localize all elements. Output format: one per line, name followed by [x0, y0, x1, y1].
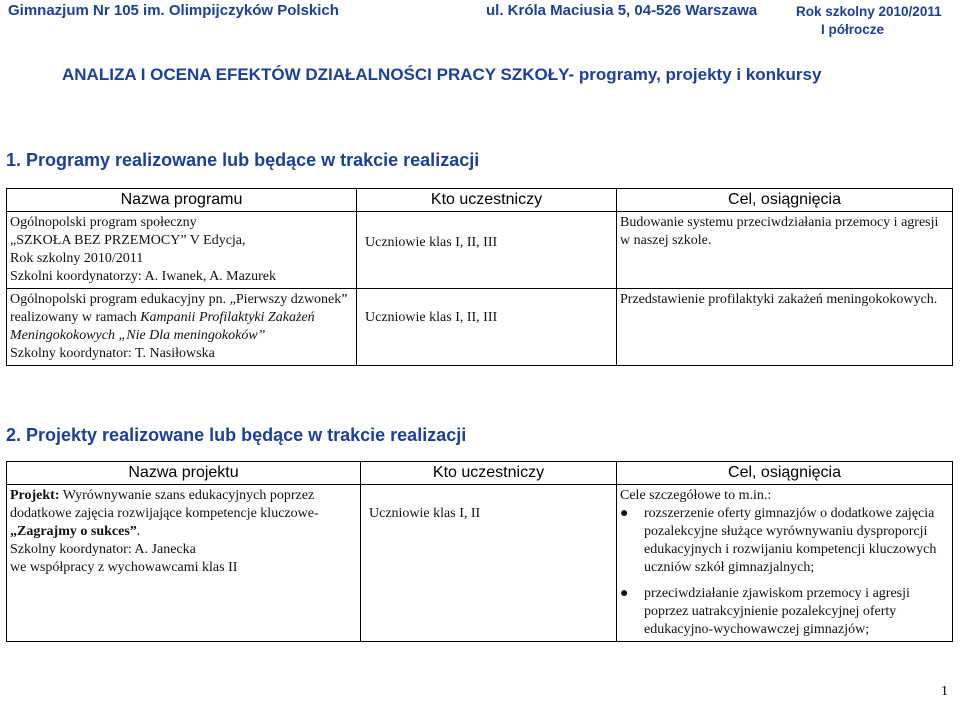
semester: I półrocze [821, 22, 885, 37]
goal-item-text: przeciwdziałanie zjawiskom przemocy i agresji poprzez uatrakcyjnienie pozalekcyjnej oferty edukacyjno-wychowawczej gimnazjów; [644, 586, 910, 637]
document-title: ANALIZA I OCENA EFEKTÓW DZIAŁALNOŚCI PRACY SZKOŁY- programy, projekty i konkursy [62, 65, 822, 84]
program-name-line: Ogólnopolski program społeczny [10, 215, 197, 230]
table-row [7, 485, 953, 642]
goal-text: Przedstawienie profilaktyki zakażeń meningokokowych. [620, 292, 938, 307]
participants-cell [357, 212, 617, 289]
programs-table [6, 188, 953, 366]
page-header [0, 2, 960, 42]
program-coordinator: Szkolny koordynator: T. Nasiłowska [10, 346, 215, 361]
column-header-goals: Cel, osiągnięcia [617, 189, 953, 212]
table-row [7, 212, 953, 289]
program-name-line: „SZKOŁA BEZ PRZEMOCY” V Edycja, [10, 233, 246, 248]
project-label: Projekt: [10, 488, 60, 503]
program-name-line: Rok szkolny 2010/2011 [10, 251, 144, 266]
table-header-row [7, 462, 953, 485]
bullet-icon: ● [620, 586, 629, 601]
table-row [7, 289, 953, 366]
participants-text: Uczniowie klas I, II, III [365, 235, 498, 250]
goals-list [620, 505, 949, 639]
column-header-program-name: Nazwa programu [7, 189, 357, 212]
list-item [620, 505, 949, 577]
page-number: 1 [941, 684, 948, 699]
program-name-cell [7, 212, 357, 289]
bullet-icon: ● [620, 506, 629, 521]
goals-intro: Cele szczegółowe to m.in.: [620, 488, 772, 503]
project-description-end: . [136, 524, 141, 539]
program-name-line: Szkolni koordynatorzy: A. Iwanek, A. Mazurek [10, 269, 276, 284]
section-2-title: 2. Projekty realizowane lub będące w trakcie realizacji [6, 425, 467, 445]
column-header-participants: Kto uczestniczy [361, 462, 617, 485]
column-header-goals: Cel, osiągnięcia [617, 462, 953, 485]
school-address: ul. Króla Maciusia 5, 04-526 Warszawa [486, 2, 758, 19]
school-name: Gimnazjum Nr 105 im. Olimpijczyków Polskich [8, 2, 339, 19]
participants-cell [361, 485, 617, 642]
goal-cell [617, 289, 953, 366]
goal-cell [617, 485, 953, 642]
column-header-participants: Kto uczestniczy [357, 189, 617, 212]
participants-text: Uczniowie klas I, II [369, 506, 481, 521]
column-header-project-name: Nazwa projektu [7, 462, 361, 485]
project-cooperation: we współpracy z wychowawcami klas II [10, 560, 238, 575]
school-year: Rok szkolny 2010/2011 [796, 4, 942, 19]
section-1-title: 1. Programy realizowane lub będące w trakcie realizacji [6, 150, 480, 170]
campaign-name: Kampanii Profilaktyki Zakażeń Meningokokowych „Nie Dla meningokoków” [10, 310, 315, 343]
project-description: Wyrównywanie szans edukacyjnych poprzez dodatkowe zajęcia rozwijające kompetencje kluczowe- [10, 488, 319, 521]
program-name-text: Ogólnopolski program edukacyjny pn. „Pierwszy dzwonek” realizowany w ramach [10, 292, 348, 325]
list-item [620, 585, 949, 639]
goal-cell [617, 212, 953, 289]
project-coordinator: Szkolny koordynator: A. Janecka [10, 542, 196, 557]
goal-text: Budowanie systemu przeciwdziałania przemocy i agresji w naszej szkole. [620, 215, 939, 248]
project-name-cell [7, 485, 361, 642]
project-title: „Zagrajmy o sukces” [10, 524, 137, 539]
table-header-row [7, 189, 953, 212]
projects-table [6, 461, 953, 642]
goal-item-text: rozszerzenie oferty gimnazjów o dodatkowe zajęcia pozalekcyjne służące wyrównywaniu dysproporcji edukacyjnych i rozwijaniu kompetencji kluczowych uczniów szkół gimnazjalnych; [644, 506, 937, 575]
participants-text: Uczniowie klas I, II, III [365, 310, 498, 325]
participants-cell [357, 289, 617, 366]
program-name-cell [7, 289, 357, 366]
